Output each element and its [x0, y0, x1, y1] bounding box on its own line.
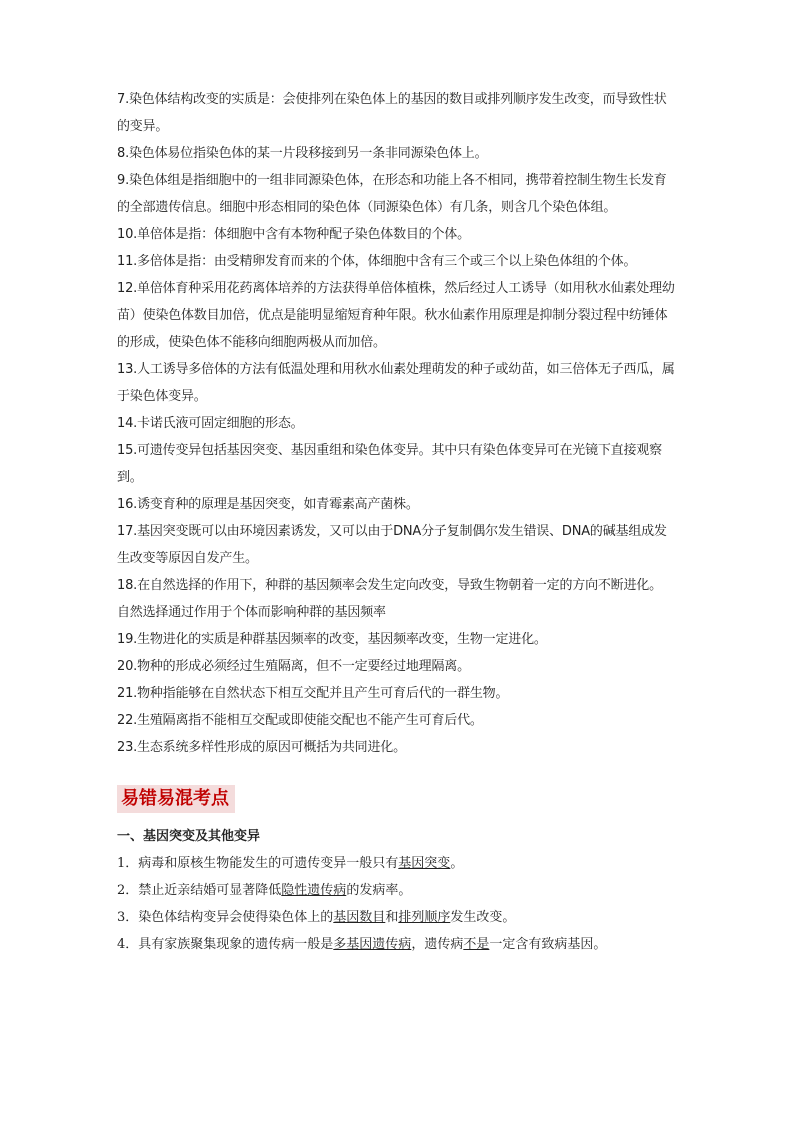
- paragraph-11: 11.多倍体是指：由受精卵发育而来的个体，体细胞中含有三个或三个以上染色体组的个体。: [117, 254, 637, 269]
- paragraph-note: 自然选择通过作用于个体而影响种群的基因频率: [117, 605, 386, 620]
- section-heading-wrap: [117, 761, 677, 813]
- paragraph-21: 21.物种指能够在自然状态下相互交配并且产生可育后代的一群生物。: [117, 686, 509, 701]
- item-text: 和: [385, 910, 399, 925]
- underlined-term: 基因突变: [398, 856, 451, 871]
- paragraph-23: 23.生态系统多样性形成的原因可概括为共同进化。: [117, 740, 406, 755]
- paragraph-15: 15.可遗传变异包括基因突变、基因重组和染色体变异。其中只有染色体变异可在光镜下直接观察到。: [117, 443, 662, 485]
- paragraph-12: 12.单倍体育种采用花药离体培养的方法获得单倍体植株，然后经过人工诱导（如用秋水仙素处理幼苗）使染色体数目加倍，优点是能明显缩短育种年限。秋水仙素作用原理是抑制分裂过程中纺锤体的形成，使染色体不能移向细胞两极从而加倍。: [117, 281, 675, 350]
- underlined-term: 多基因遗传病: [333, 937, 412, 952]
- list-item: [117, 877, 677, 904]
- item-text: 染色体结构变异会使得染色体上的: [138, 910, 334, 925]
- paragraph-19: 19.生物进化的实质是种群基因频率的改变，基因频率改变，生物一定进化。: [117, 632, 547, 647]
- section-heading: 易错易混考点: [117, 785, 235, 813]
- item-text: 禁止近亲结婚可显著降低: [138, 883, 282, 898]
- paragraph-9: 9.染色体组是指细胞中的一组非同源染色体，在形态和功能上各不相同，携带着控制生物生长发育的全部遗传信息。细胞中形态相同的染色体（同源染色体）有几条，则含几个染色体组。: [117, 173, 667, 215]
- item-text: 的发病率。: [346, 883, 412, 898]
- list-item: [117, 850, 677, 877]
- paragraph-17: 17.基因突变既可以由环境因素诱发，又可以由于DNA分子复制偶尔发生错误、DNA的碱基组成发生改变等原因自发产生。: [117, 524, 667, 566]
- paragraph-18: 18.在自然选择的作用下，种群的基因频率会发生定向改变，导致生物朝着一定的方向不断进化。: [117, 578, 662, 593]
- paragraph-10: 10.单倍体是指：体细胞中含有本物种配子染色体数目的个体。: [117, 227, 470, 242]
- item-text: 。: [450, 856, 464, 871]
- item-text: 病毒和原核生物能发生的可遗传变异一般只有: [138, 856, 399, 871]
- list-item: [117, 931, 677, 958]
- item-number: 2．: [117, 883, 139, 898]
- item-number: 1．: [117, 856, 139, 871]
- item-text: 发生改变。: [450, 910, 516, 925]
- paragraph-20: 20.物种的形成必须经过生殖隔离，但不一定要经过地理隔离。: [117, 659, 470, 674]
- paragraph-8: 8.染色体易位指染色体的某一片段移接到另一条非同源染色体上。: [117, 146, 488, 161]
- paragraph-13: 13.人工诱导多倍体的方法有低温处理和用秋水仙素处理萌发的种子或幼苗，如三倍体无子西瓜，属于染色体变异。: [117, 362, 675, 404]
- item-text: 具有家族聚集现象的遗传病一般是: [138, 937, 334, 952]
- item-number: 3．: [117, 910, 139, 925]
- paragraph-22: 22.生殖隔离指不能相互交配或即使能交配也不能产生可育后代。: [117, 713, 483, 728]
- item-text: 一定含有致病基因。: [489, 937, 607, 952]
- document-page: [117, 86, 677, 958]
- underlined-term: 不是: [463, 937, 490, 952]
- underlined-term: 隐性遗传病: [281, 883, 347, 898]
- paragraph-16: 16.诱变育种的原理是基因突变，如青霉素高产菌株。: [117, 497, 419, 512]
- subheading: 一、基因突变及其他变异: [117, 829, 261, 844]
- item-text: ，遗传病: [411, 937, 464, 952]
- list-item: [117, 904, 677, 931]
- item-number: 4．: [117, 937, 139, 952]
- paragraph-7: 7.染色体结构改变的实质是：会使排列在染色体上的基因的数目或排列顺序发生改变，而导致性状的变异。: [117, 92, 667, 134]
- underlined-term: 基因数目: [333, 910, 386, 925]
- underlined-term: 排列顺序: [398, 910, 451, 925]
- paragraph-14: 14.卡诺氏液可固定细胞的形态。: [117, 416, 304, 431]
